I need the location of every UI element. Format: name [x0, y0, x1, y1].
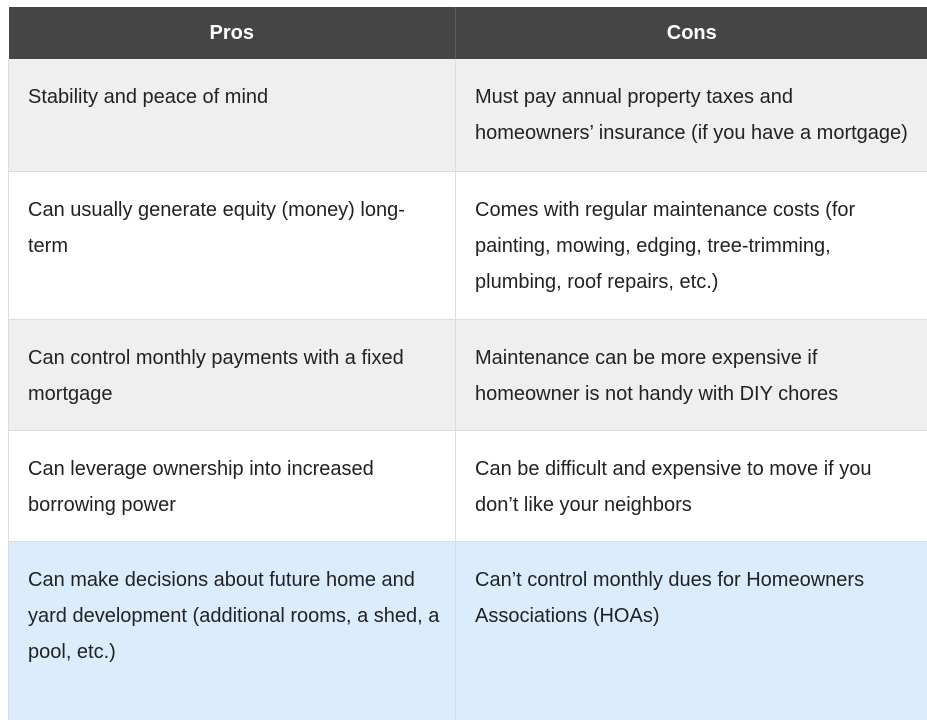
table-row — [9, 172, 927, 320]
table-body — [9, 59, 927, 720]
pro-cell: Stability and peace of mind — [9, 59, 456, 172]
con-cell: Must pay annual property taxes and homeowners’ insurance (if you have a mortgage) — [456, 59, 927, 172]
pro-cell: Can leverage ownership into increased borrowing power — [9, 431, 456, 542]
pro-cell: Can usually generate equity (money) long-term — [9, 172, 456, 320]
pros-cons-table-container — [8, 7, 927, 720]
table-row — [9, 431, 927, 542]
pro-cell: Can control monthly payments with a fixed mortgage — [9, 320, 456, 431]
table-header — [9, 7, 927, 59]
con-cell: Comes with regular maintenance costs (for painting, mowing, edging, tree-trimming, plumbing, roof repairs, etc.) — [456, 172, 927, 320]
pro-cell: Can make decisions about future home and yard development (additional rooms, a shed, a pool, etc.) — [9, 542, 456, 720]
table-row — [9, 59, 927, 172]
table-row-highlighted — [9, 542, 927, 720]
con-cell: Can’t control monthly dues for Homeowners Associations (HOAs) — [456, 542, 927, 720]
con-cell: Can be difficult and expensive to move if you don’t like your neighbors — [456, 431, 927, 542]
header-row — [9, 7, 927, 59]
con-cell: Maintenance can be more expensive if homeowner is not handy with DIY chores — [456, 320, 927, 431]
pros-cons-table — [8, 7, 927, 720]
table-row — [9, 320, 927, 431]
header-cons: Cons — [456, 7, 927, 59]
header-pros: Pros — [9, 7, 456, 59]
